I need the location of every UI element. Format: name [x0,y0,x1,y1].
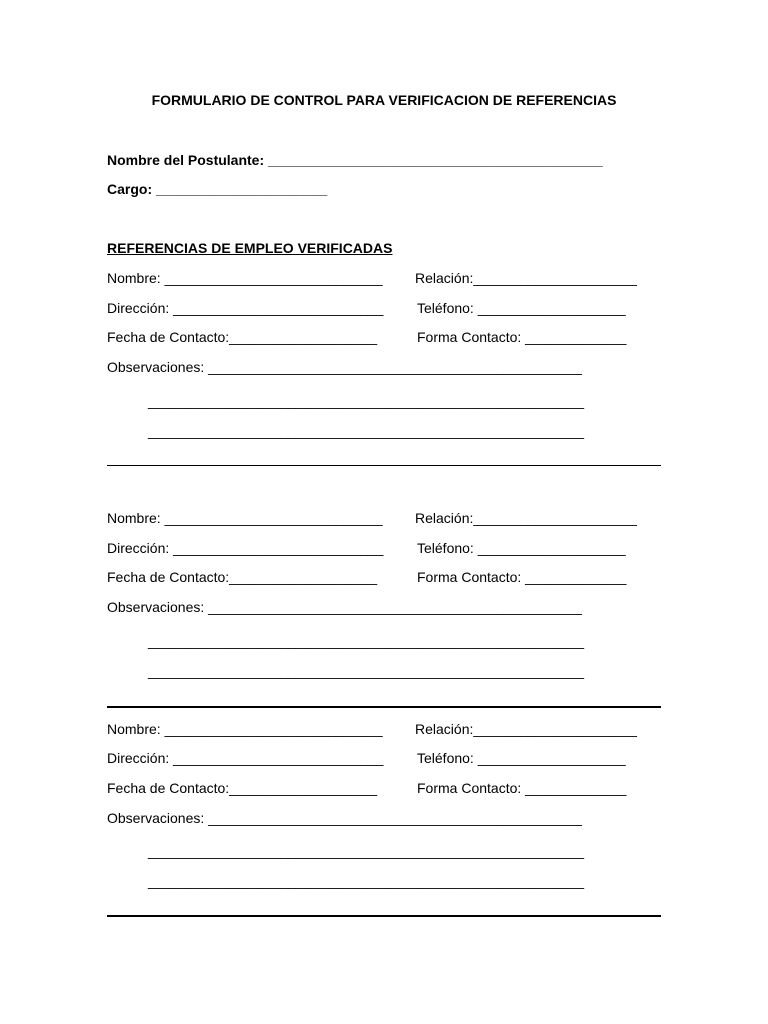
section-divider [107,915,661,917]
reference-contact-date-field[interactable]: Fecha de Contacto:___________________ [107,329,378,345]
observations-line[interactable]: ________________________________________________________ [148,843,585,859]
observations-line[interactable]: ________________________________________________________ [148,873,585,889]
reference-contact-method-field[interactable]: Forma Contacto: _____________ [417,780,627,796]
observations-line[interactable]: ________________________________________________________ [148,633,585,649]
reference-observations-field[interactable]: Observaciones: ________________________________________________ [107,359,582,375]
reference-name-field[interactable]: Nombre: ____________________________ [107,270,383,286]
reference-name-field[interactable]: Nombre: ____________________________ [107,510,383,526]
reference-contact-date-field[interactable]: Fecha de Contacto:___________________ [107,569,378,585]
reference-relation-field[interactable]: Relación:_____________________ [415,270,637,286]
observations-line[interactable]: ________________________________________________________ [148,393,585,409]
reference-contact-method-field[interactable]: Forma Contacto: _____________ [417,569,627,585]
reference-address-field[interactable]: Dirección: ___________________________ [107,750,384,766]
section-divider [107,706,661,708]
reference-phone-field[interactable]: Teléfono: ___________________ [417,300,626,316]
reference-relation-field[interactable]: Relación:_____________________ [415,721,637,737]
reference-observations-field[interactable]: Observaciones: ________________________________________________ [107,599,582,615]
reference-phone-field[interactable]: Teléfono: ___________________ [417,750,626,766]
reference-observations-field[interactable]: Observaciones: ________________________________________________ [107,810,582,826]
observations-line[interactable]: ________________________________________________________ [148,663,585,679]
reference-relation-field[interactable]: Relación:_____________________ [415,510,637,526]
applicant-name-field[interactable]: Nombre del Postulante: ___________________________________________ [107,152,603,168]
reference-address-field[interactable]: Dirección: ___________________________ [107,300,384,316]
reference-name-field[interactable]: Nombre: ____________________________ [107,721,383,737]
position-field[interactable]: Cargo: ______________________ [107,181,328,197]
reference-contact-method-field[interactable]: Forma Contacto: _____________ [417,329,627,345]
reference-contact-date-field[interactable]: Fecha de Contacto:___________________ [107,780,378,796]
observations-line[interactable]: ________________________________________________________ [148,423,585,439]
section-heading: REFERENCIAS DE EMPLEO VERIFICADAS [107,240,393,256]
form-title: FORMULARIO DE CONTROL PARA VERIFICACION DE REFERENCIAS [151,92,617,108]
section-divider [107,465,661,466]
reference-phone-field[interactable]: Teléfono: ___________________ [417,540,626,556]
reference-address-field[interactable]: Dirección: ___________________________ [107,540,384,556]
